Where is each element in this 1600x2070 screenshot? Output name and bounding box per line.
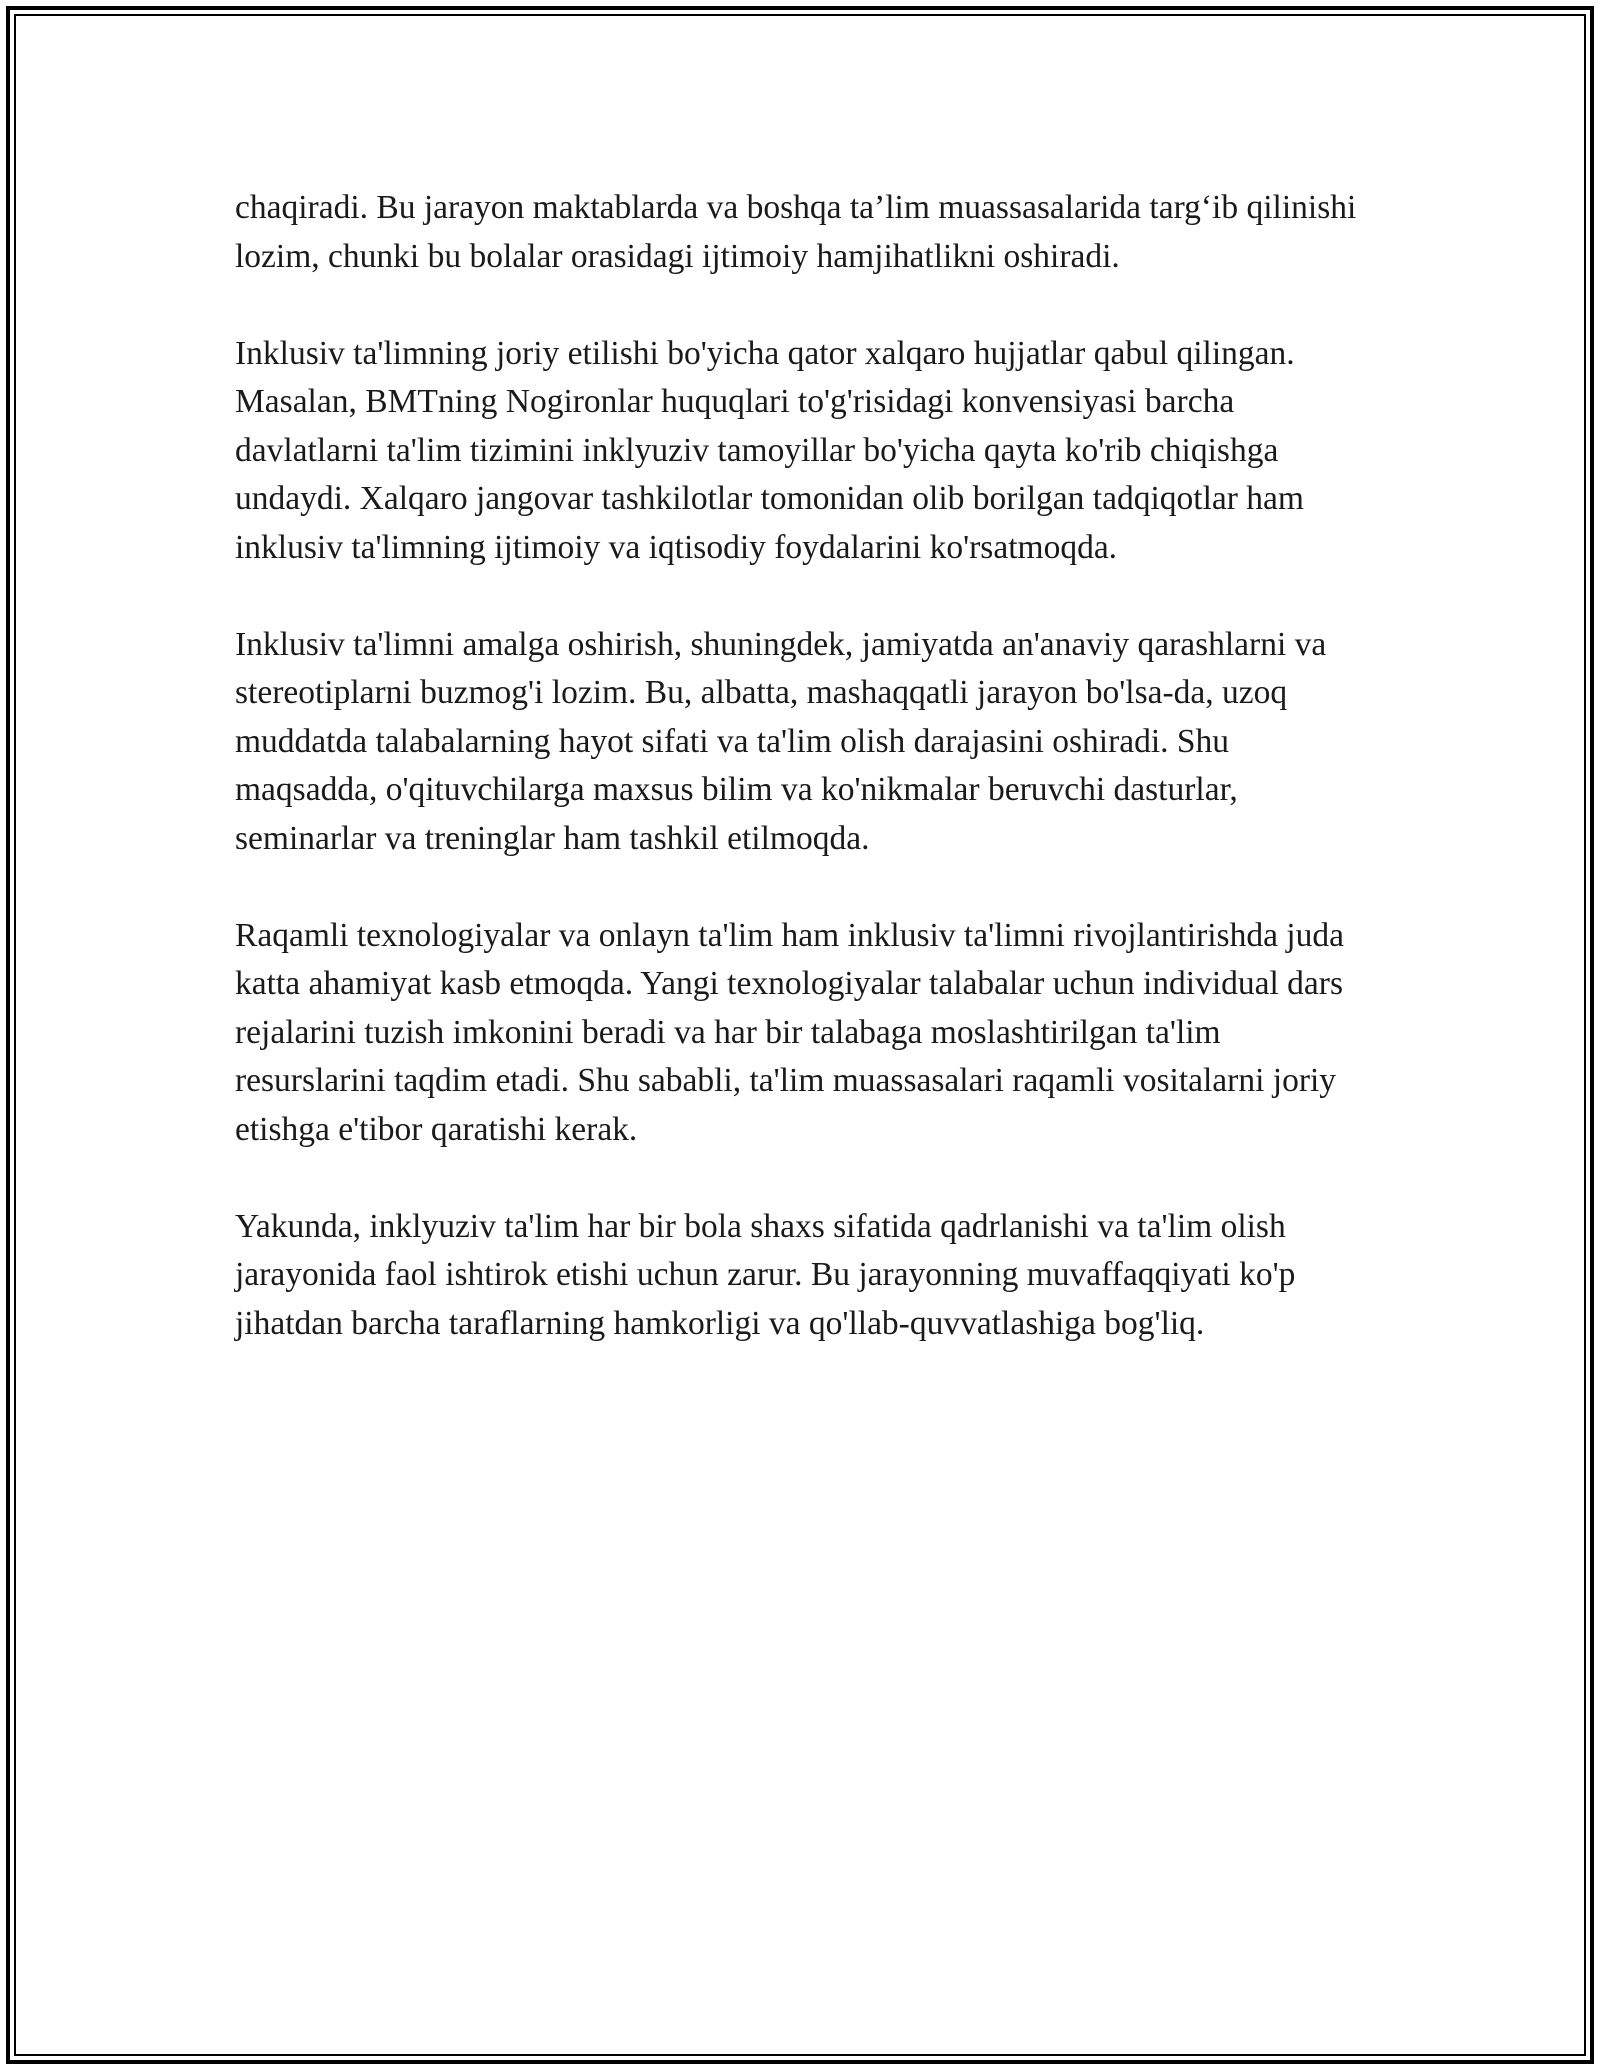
document-body <box>235 184 1375 1397</box>
paragraph-1: chaqiradi. Bu jarayon maktablarda va boshqa ta’lim muassasalarida targ‘ib qilinishi lozim, chunki bu bolalar orasidagi ijtimoiy hamjihatlikni oshiradi. <box>235 189 1357 275</box>
paragraph-5: Yakunda, inklyuziv ta'lim har bir bola shaxs sifatida qadrlanishi va ta'lim olish jarayonida faol ishtirok etishi uchun zarur. Bu jarayonning muvaffaqqiyati ko'p jihatdan barcha taraflarning hamkorligi va qo'llab-quvvatlashiga bog'liq. <box>235 1207 1296 1342</box>
paragraph-3: Inklusiv ta'limni amalga oshirish, shuningdek, jamiyatda an'anaviy qarashlarni va stereotiplarni buzmog'i lozim. Bu, albatta, mashaqqatli jarayon bo'lsa-da, uzoq muddatda talabalarning hayot sifati va ta'lim olish darajasini oshiradi. Shu maqsadda, o'qituvchilarga maxsus bilim va ko'nikmalar beruvchi dasturlar, seminarlar va treninglar ham tashkil etilmoqda. <box>235 625 1327 857</box>
paragraph-2: Inklusiv ta'limning joriy etilishi bo'yicha qator xalqaro hujjatlar qabul qilingan. Masalan, BMTning Nogironlar huquqlari to'g'risidagi konvensiyasi barcha davlatlarni ta'lim tizimini inklyuziv tamoyillar bo'yicha qayta ko'rib chiqishga undaydi. Xalqaro jangovar tashkilotlar tomonidan olib borilgan tadqiqotlar ham inklusiv ta'limning ijtimoiy va iqtisodiy foydalarini ko'rsatmoqda. <box>235 334 1304 566</box>
paragraph-4: Raqamli texnologiyalar va onlayn ta'lim ham inklusiv ta'limni rivojlantirishda juda katta ahamiyat kasb etmoqda. Yangi texnologiyalar talabalar uchun individual dars rejalarini tuzish imkonini beradi va har bir talabaga moslashtirilgan ta'lim resurslarini taqdim etadi. Shu sababli, ta'lim muassasalari raqamli vositalarni joriy etishga e'tibor qaratishi kerak. <box>235 916 1344 1148</box>
